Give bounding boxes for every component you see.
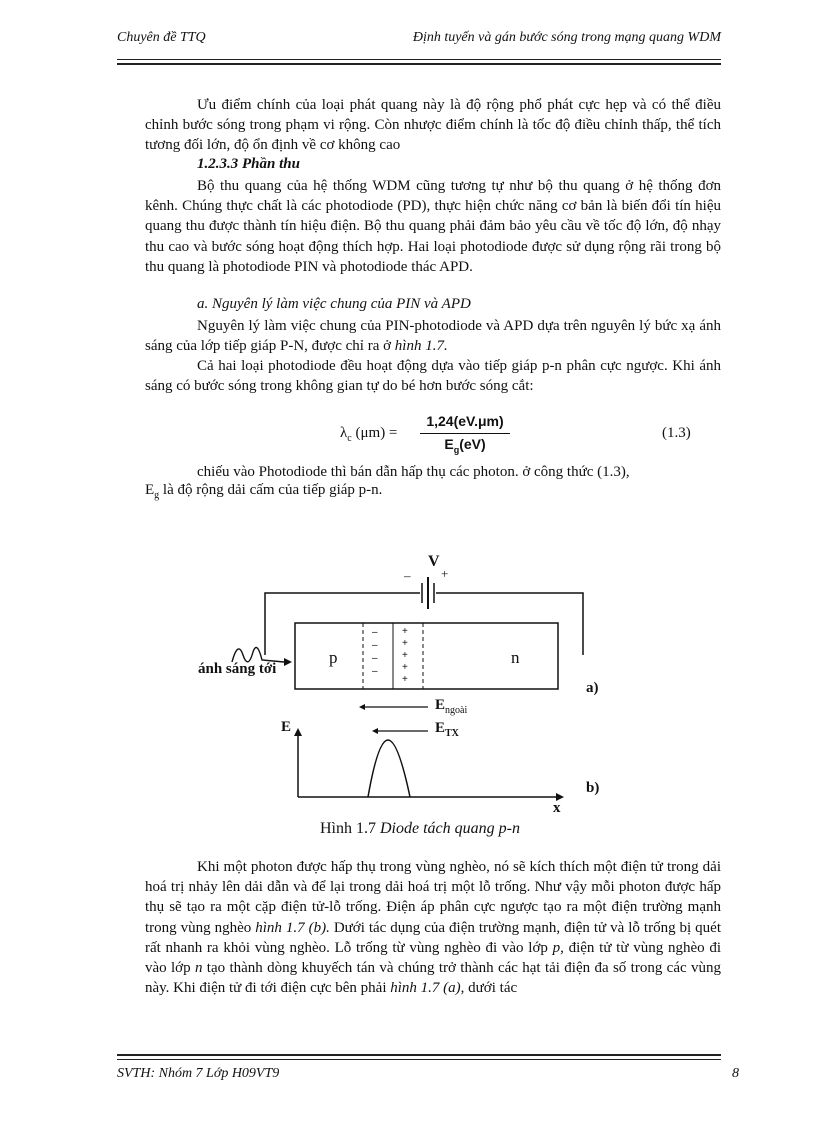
figure-ref: hình 1.7 (a) (390, 980, 461, 997)
light-label: ánh sáng tới (198, 661, 277, 677)
svg-text:+: + (402, 638, 408, 649)
photodiode-figure (190, 550, 630, 850)
svg-text:–: – (372, 653, 378, 664)
e-tx-label: $E_{TX}$ (435, 720, 459, 739)
paragraph-principle: Nguyên lý làm việc chung của PIN-photodiode và APD dựa trên nguyên lý bức xạ ánh sáng của lớp tiếp giáp P-N, được chỉ ra ở hình 1.7. (145, 318, 721, 355)
voltage-minus: – (404, 568, 411, 583)
n-region-label: n (511, 648, 520, 667)
svg-text:–: – (372, 627, 378, 638)
paragraph-photon-absorption: Khi một photon được hấp thụ trong vùng nghèo, nó sẽ kích thích một điện tử trong dải hoá trị nhảy lên dải dẫn và để lại trong dải hoá trị một lỗ trống. Như vậy mỗi photon được hấp thụ sẽ tạo ra một cặp điện tử-lỗ trống. Điện áp phân cực ngược tạo ra một điện trường mạnh trong vùng nghèo hình 1.7 (b). Dưới tác dụng của điện trường mạnh, điện tử và lỗ trống bị quét rất nhanh ra khỏi vùng nghèo. Lỗ trống từ vùng nghèo đi vào lớp p, điện tử từ vùng nghèo đi vào lớp n tạo thành dòng khuyếch tán và chúng trở thành các hạt tải điện đa số trong các vùng này. Khi điện tử đi tới điện cực bên phải hình 1.7 (a), dưới tác (145, 859, 721, 997)
fraction-bar (420, 433, 510, 434)
e-external-label: $E_{ngoài}$ (435, 697, 468, 716)
equation-numerator: 1,24(eV.μm) (426, 413, 504, 429)
header-left: Chuyên đề TTQ (117, 30, 206, 45)
axis-x-label: x (553, 800, 561, 816)
footer-rule-thick (117, 1054, 721, 1056)
figure-caption: Hình 1.7 Diode tách quang p-n (320, 820, 520, 837)
page-number: 8 (732, 1066, 739, 1081)
figure-ref: hình 1.7 (b). (255, 919, 330, 936)
paragraph-receiver: Bộ thu quang của hệ thống WDM cũng tương tự như bộ thu quang ở hệ thống đơn kênh. Chúng thực chất là các photodiode (PD), thực hiện chức năng cơ bản là biến đổi tín hiệu quang thu được thành tín hiệu điện. Bộ thu quang phải đảm bảo yêu cầu về tốc độ lớn, độ nhạy thu cao và bước sóng hoạt động thích hợp. Hai loại photodiode được sử dụng rộng rãi trong bộ thu quang là photodiode PIN và photodiode thác APD. (145, 178, 721, 275)
equation-lhs: $\lambda_c$ (μm) = (340, 425, 398, 444)
paragraph-pn-junction: Cả hai loại photodiode đều hoạt động dựa vào tiếp giáp p-n phân cực ngược. Khi ánh sáng có bước sóng trong không gian tự do bé hơn bước sóng cắt: (145, 358, 721, 395)
svg-text:–: – (372, 640, 378, 651)
header-rule-thick (117, 63, 721, 65)
svg-text:+: + (402, 674, 408, 685)
field-curve (368, 740, 410, 797)
svg-text:+: + (402, 662, 408, 673)
paragraph-advantages: Ưu điểm chính của loại phát quang này là độ rộng phổ phát cực hẹp và có thể điều chỉnh bước sóng trong phạm vi rộng. Còn nhược điểm chính là tốc độ điều chỉnh thấp, thể tích tương đối lớn, độ ổn định về cơ không cao (145, 97, 721, 154)
footer-rule (117, 1059, 721, 1060)
light-arrowhead (284, 658, 292, 666)
voltage-plus: + (441, 566, 449, 581)
footer-left: SVTH: Nhóm 7 Lớp H09VT9 (117, 1066, 280, 1081)
paragraph-absorption: chiếu vào Photodiode thì bán dẫn hấp thụ các photon. ở công thức (1.3), (197, 464, 630, 480)
figure-ref: hình 1.7. (394, 338, 448, 355)
p-region-label: p (329, 648, 338, 667)
circuit-wire-right (436, 593, 583, 655)
svg-text:+: + (402, 626, 408, 637)
voltage-label: V (428, 553, 440, 570)
header-right: Định tuyến và gán bước sóng trong mạng quang WDM (412, 30, 721, 45)
axis-e-label: E (281, 719, 292, 735)
light-wave (232, 648, 284, 663)
section-heading: 1.2.3.3 Phần thu (197, 156, 300, 172)
subsection-heading: a. Nguyên lý làm việc chung của PIN và APD (197, 296, 471, 312)
circuit-wire-left (265, 593, 420, 655)
header-rule (117, 59, 721, 60)
equation-number: (1.3) (662, 425, 691, 441)
paragraph-bandgap: $E_g$ là độ rộng dải cấm của tiếp giáp p-n. (145, 482, 383, 501)
part-b-label: b) (586, 780, 600, 796)
equation-denominator: $E_g(eV)$ (444, 436, 486, 455)
svg-text:+: + (402, 650, 408, 661)
svg-text:–: – (372, 666, 378, 677)
part-a-label: a) (586, 680, 599, 696)
